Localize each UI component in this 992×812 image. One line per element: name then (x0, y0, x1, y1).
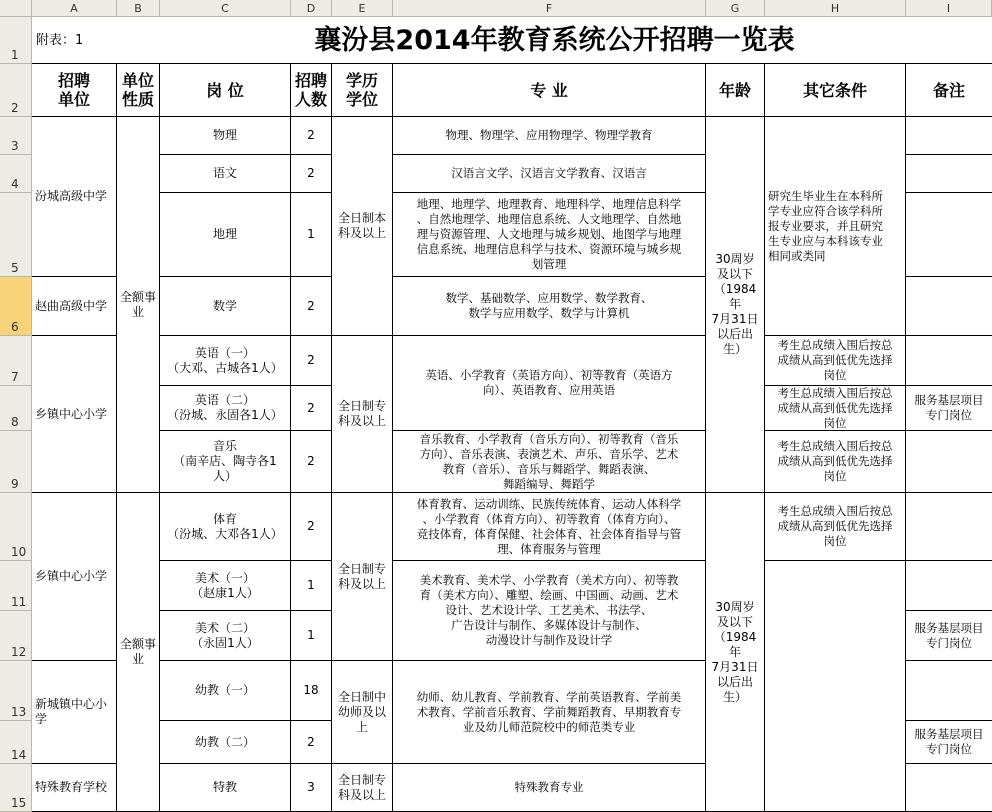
remark-cell[interactable]: 服务基层项目 专门岗位 (906, 611, 992, 661)
select-all-corner[interactable] (0, 0, 32, 17)
post-cell[interactable]: 语文 (160, 155, 291, 193)
sheet-title[interactable]: 襄汾县2014年教育系统公开招聘一览表 (117, 17, 992, 64)
post-cell[interactable]: 幼教（一） (160, 661, 291, 721)
count-cell[interactable]: 2 (291, 155, 332, 193)
row-header-5[interactable]: 5 (0, 193, 32, 277)
other-conditions-cell[interactable]: 考生总成绩入围后按总 成绩从高到低优先选择 岗位 (765, 493, 906, 561)
count-cell[interactable]: 2 (291, 277, 332, 336)
other-conditions-cell[interactable]: 考生总成绩入围后按总 成绩从高到低优先选择 岗位 (765, 431, 906, 493)
header-count[interactable]: 招聘 人数 (291, 64, 332, 117)
major-cell[interactable]: 物理、物理学、应用物理学、物理学教育 (393, 117, 706, 155)
other-conditions-cell-empty[interactable] (765, 561, 906, 812)
header-unit[interactable]: 招聘 单位 (32, 64, 117, 117)
unit-nature-cell[interactable]: 全额事 业 (117, 493, 160, 812)
major-cell[interactable]: 英语、小学教育（英语方向）、初等教育（英语方 向）、英语教育、应用英语 (393, 336, 706, 431)
remark-cell-empty[interactable] (906, 661, 992, 721)
post-cell[interactable]: 英语（二） （汾城、永固各1人） (160, 386, 291, 431)
other-conditions-cell[interactable]: 研究生毕业生在本科所 学专业应符合该学科所 报专业要求，并且研究 生专业应与本科该专业 相同或类同 (765, 117, 906, 336)
remark-cell[interactable]: 服务基层项目 专门岗位 (906, 721, 992, 764)
column-header-i[interactable]: I (906, 0, 992, 17)
row-header-12[interactable]: 12 (0, 611, 32, 661)
post-cell[interactable]: 音乐 （南辛店、陶寺各1 人） (160, 431, 291, 493)
major-cell[interactable]: 汉语言文学、汉语言文学教育、汉语言 (393, 155, 706, 193)
post-cell[interactable]: 英语（一） （大邓、古城各1人） (160, 336, 291, 386)
column-header-e[interactable]: E (332, 0, 393, 17)
age-cell[interactable]: 30周岁 及以下 （1984年 7月31日 以后出 生） (706, 493, 765, 812)
post-cell[interactable]: 地理 (160, 193, 291, 277)
count-cell[interactable]: 2 (291, 431, 332, 493)
unit-special-education-school[interactable]: 特殊教育学校 (32, 764, 117, 812)
header-post[interactable]: 岗 位 (160, 64, 291, 117)
row-header-10[interactable]: 10 (0, 493, 32, 561)
column-header-b[interactable]: B (117, 0, 160, 17)
header-age[interactable]: 年龄 (706, 64, 765, 117)
education-cell[interactable]: 全日制专 科及以上 (332, 493, 393, 661)
education-cell[interactable]: 全日制专 科及以上 (332, 764, 393, 812)
column-header-d[interactable]: D (291, 0, 332, 17)
other-conditions-cell[interactable]: 考生总成绩入围后按总 成绩从高到低优先选择 岗位 (765, 386, 906, 431)
row-header-2[interactable]: 2 (0, 64, 32, 117)
count-cell[interactable]: 1 (291, 193, 332, 277)
remark-cell-empty[interactable] (906, 117, 992, 155)
education-cell[interactable]: 全日制本 科及以上 (332, 117, 393, 336)
column-header-a[interactable]: A (32, 0, 117, 17)
remark-cell-empty[interactable] (906, 431, 992, 493)
count-cell[interactable]: 2 (291, 493, 332, 561)
header-major[interactable]: 专 业 (393, 64, 706, 117)
column-header-g[interactable]: G (706, 0, 765, 17)
row-header-9[interactable]: 9 (0, 431, 32, 493)
unit-fencheng-high-school[interactable]: 汾城高级中学 (32, 117, 117, 277)
row-header-3[interactable]: 3 (0, 117, 32, 155)
header-other-conditions[interactable]: 其它条件 (765, 64, 906, 117)
remark-cell-empty[interactable] (906, 193, 992, 277)
education-cell[interactable]: 全日制专 科及以上 (332, 336, 393, 493)
remark-cell-empty[interactable] (906, 764, 992, 812)
attachment-note[interactable]: 附表：1 (32, 17, 117, 64)
row-header-8[interactable]: 8 (0, 386, 32, 431)
remark-cell-empty[interactable] (906, 277, 992, 336)
remark-cell-empty[interactable] (906, 561, 992, 611)
column-header-c[interactable]: C (160, 0, 291, 17)
major-cell[interactable]: 音乐教育、小学教育（音乐方向）、初等教育（音乐 方向）、音乐表演、表演艺术、声乐、音乐学、艺术 教育（音乐）、音乐与舞蹈学、舞蹈表演、 舞蹈编导、舞蹈学 (393, 431, 706, 493)
education-cell[interactable]: 全日制中 幼师及以 上 (332, 661, 393, 764)
row-header-4[interactable]: 4 (0, 155, 32, 193)
count-cell[interactable]: 2 (291, 117, 332, 155)
post-cell[interactable]: 美术（一） （赵康1人） (160, 561, 291, 611)
unit-zhaoqu-high-school[interactable]: 赵曲高级中学 (32, 277, 117, 336)
remark-cell-empty[interactable] (906, 493, 992, 561)
count-cell[interactable]: 3 (291, 764, 332, 812)
post-cell[interactable]: 体育 （汾城、大邓各1人） (160, 493, 291, 561)
unit-township-primary-1[interactable]: 乡镇中心小学 (32, 336, 117, 493)
column-header-h[interactable]: H (765, 0, 906, 17)
major-cell[interactable]: 幼师、幼儿教育、学前教育、学前英语教育、学前美 术教育、学前音乐教育、学前舞蹈教育、早期教育专 业及幼儿师范院校中的师范类专业 (393, 661, 706, 764)
header-education[interactable]: 学历 学位 (332, 64, 393, 117)
row-header-15[interactable]: 15 (0, 764, 32, 812)
header-nature[interactable]: 单位 性质 (117, 64, 160, 117)
row-header-6[interactable]: 6 (0, 277, 32, 336)
row-header-13[interactable]: 13 (0, 661, 32, 721)
remark-cell-empty[interactable] (906, 336, 992, 386)
count-cell[interactable]: 18 (291, 661, 332, 721)
unit-xincheng-primary[interactable]: 新城镇中心小学 (32, 661, 117, 764)
major-cell[interactable]: 美术教育、美术学、小学教育（美术方向）、初等教 育（美术方向）、雕塑、绘画、中国画、动画、艺术 设计、艺术设计学、工艺美术、书法学、 广告设计与制作、多媒体设计与制作、 动漫设计与制作及设计学 (393, 561, 706, 661)
post-cell[interactable]: 美术（二） （永固1人） (160, 611, 291, 661)
row-header-14[interactable]: 14 (0, 721, 32, 764)
age-cell[interactable]: 30周岁 及以下 （1984年 7月31日 以后出 生） (706, 117, 765, 493)
major-cell[interactable]: 特殊教育专业 (393, 764, 706, 812)
count-cell[interactable]: 1 (291, 611, 332, 661)
unit-township-primary-2[interactable]: 乡镇中心小学 (32, 493, 117, 661)
other-conditions-cell[interactable]: 考生总成绩入围后按总 成绩从高到低优先选择 岗位 (765, 336, 906, 386)
remark-cell[interactable]: 服务基层项目 专门岗位 (906, 386, 992, 431)
header-remarks[interactable]: 备注 (906, 64, 992, 117)
count-cell[interactable]: 1 (291, 561, 332, 611)
unit-nature-cell[interactable]: 全额事 业 (117, 117, 160, 493)
major-cell[interactable]: 数学、基础数学、应用数学、数学教育、 数学与应用数学、数学与计算机 (393, 277, 706, 336)
row-header-11[interactable]: 11 (0, 561, 32, 611)
count-cell[interactable]: 2 (291, 386, 332, 431)
post-cell[interactable]: 物理 (160, 117, 291, 155)
major-cell[interactable]: 地理、地理学、地理教育、地理科学、地理信息科学 、自然地理学、地理信息系统、人文地理学、自然地 理与资源管理、人文地理与城乡规划、地图学与地理 信息系统、地理信息科学与技术、资源环境与城乡规 划管理 (393, 193, 706, 277)
post-cell[interactable]: 数学 (160, 277, 291, 336)
count-cell[interactable]: 2 (291, 336, 332, 386)
row-header-7[interactable]: 7 (0, 336, 32, 386)
major-cell[interactable]: 体育教育、运动训练、民族传统体育、运动人体科学 、小学教育（体育方向）、初等教育（体育方向）、 竞技体育，体育保健、社会体育、社会体育指导与管 理、体育服务与管理 (393, 493, 706, 561)
row-header-1[interactable]: 1 (0, 17, 32, 64)
column-header-f[interactable]: F (393, 0, 706, 17)
post-cell[interactable]: 特教 (160, 764, 291, 812)
remark-cell-empty[interactable] (906, 155, 992, 193)
count-cell[interactable]: 2 (291, 721, 332, 764)
post-cell[interactable]: 幼教（二） (160, 721, 291, 764)
